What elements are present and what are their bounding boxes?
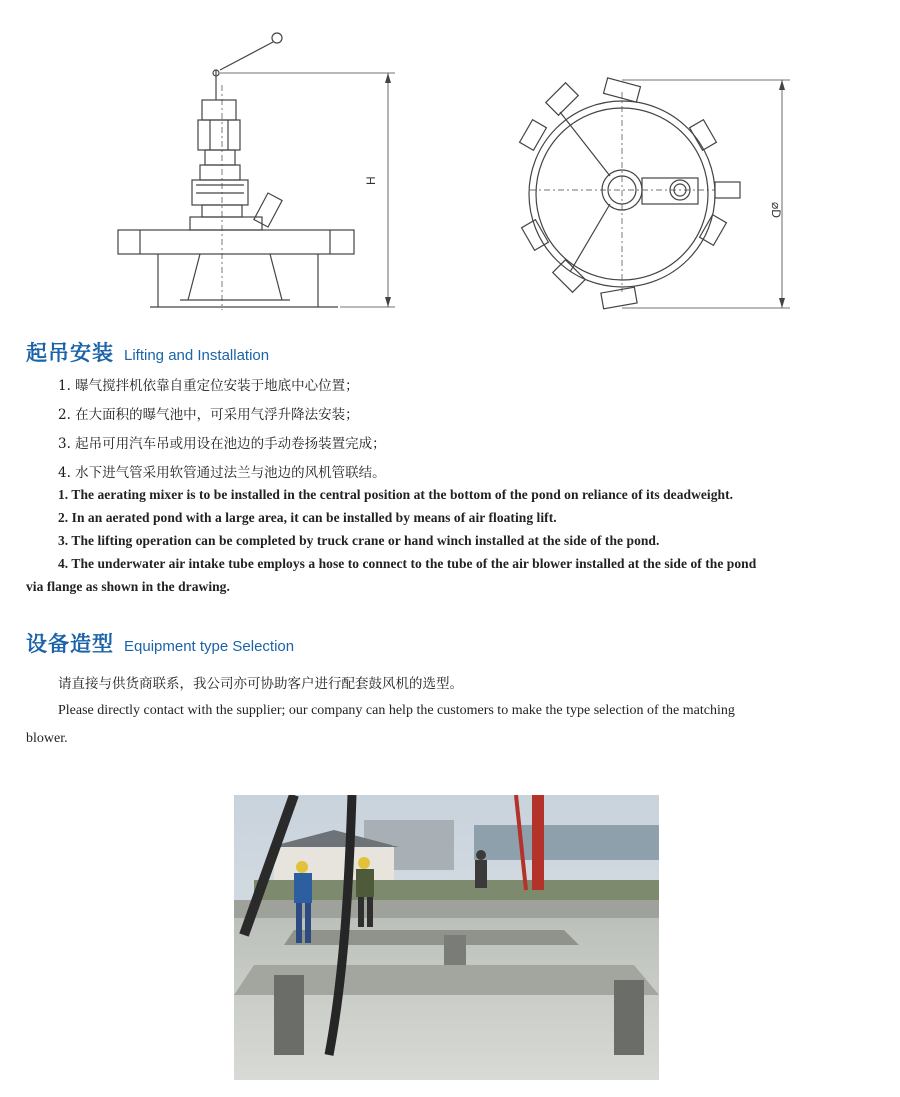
- selection-section-heading: [26, 628, 294, 658]
- lifting-section-heading: [26, 337, 269, 367]
- side-view-drawing: [110, 25, 410, 310]
- selection-text-en-line1: Please directly contact with the supplier; our company can help the customers to make the type selection of the matching: [58, 703, 735, 718]
- lifting-cn-item: 2. 在大面积的曝气池中，可采用气浮升降法安装；: [58, 407, 359, 423]
- lifting-cn-item: 1. 曝气搅拌机依靠自重定位安装于地底中心位置；: [58, 378, 359, 394]
- lifting-en-item: 4. The underwater air intake tube employs a hose to connect to the tube of the air blower installed at the side of the pond: [58, 556, 757, 571]
- lifting-cn-item: 4. 水下进气管采用软管通过法兰与池边的风机管联结。: [58, 465, 386, 481]
- lifting-en-item: via flange as shown in the drawing.: [26, 579, 230, 594]
- lifting-en-item: 2. In an aerated pond with a large area, it can be installed by means of air floating lift.: [58, 510, 557, 525]
- lifting-en-item: 1. The aerating mixer is to be installed in the central position at the bottom of the pond on reliance of its deadweight.: [58, 487, 734, 502]
- selection-title-en: Equipment type Selection: [124, 638, 295, 655]
- installation-site-photo: [234, 795, 659, 1080]
- lifting-title-cn: 起吊安装: [26, 341, 114, 365]
- diameter-dimension-label: ⌀D: [769, 202, 783, 218]
- height-dimension-label: H: [364, 176, 378, 185]
- selection-title-cn: 设备造型: [26, 632, 114, 656]
- selection-text-cn: 请直接与供货商联系，我公司亦可协助客户进行配套鼓风机的选型。: [58, 676, 463, 692]
- top-view-drawing: [510, 72, 810, 317]
- lifting-en-item: 3. The lifting operation can be completed by truck crane or hand winch installed at the side of the pond.: [58, 533, 660, 548]
- lifting-title-en: Lifting and Installation: [124, 347, 270, 364]
- lifting-cn-item: 3. 起吊可用汽车吊或用设在池边的手动卷扬装置完成；: [58, 436, 386, 452]
- selection-text-en-line2: blower.: [26, 731, 68, 746]
